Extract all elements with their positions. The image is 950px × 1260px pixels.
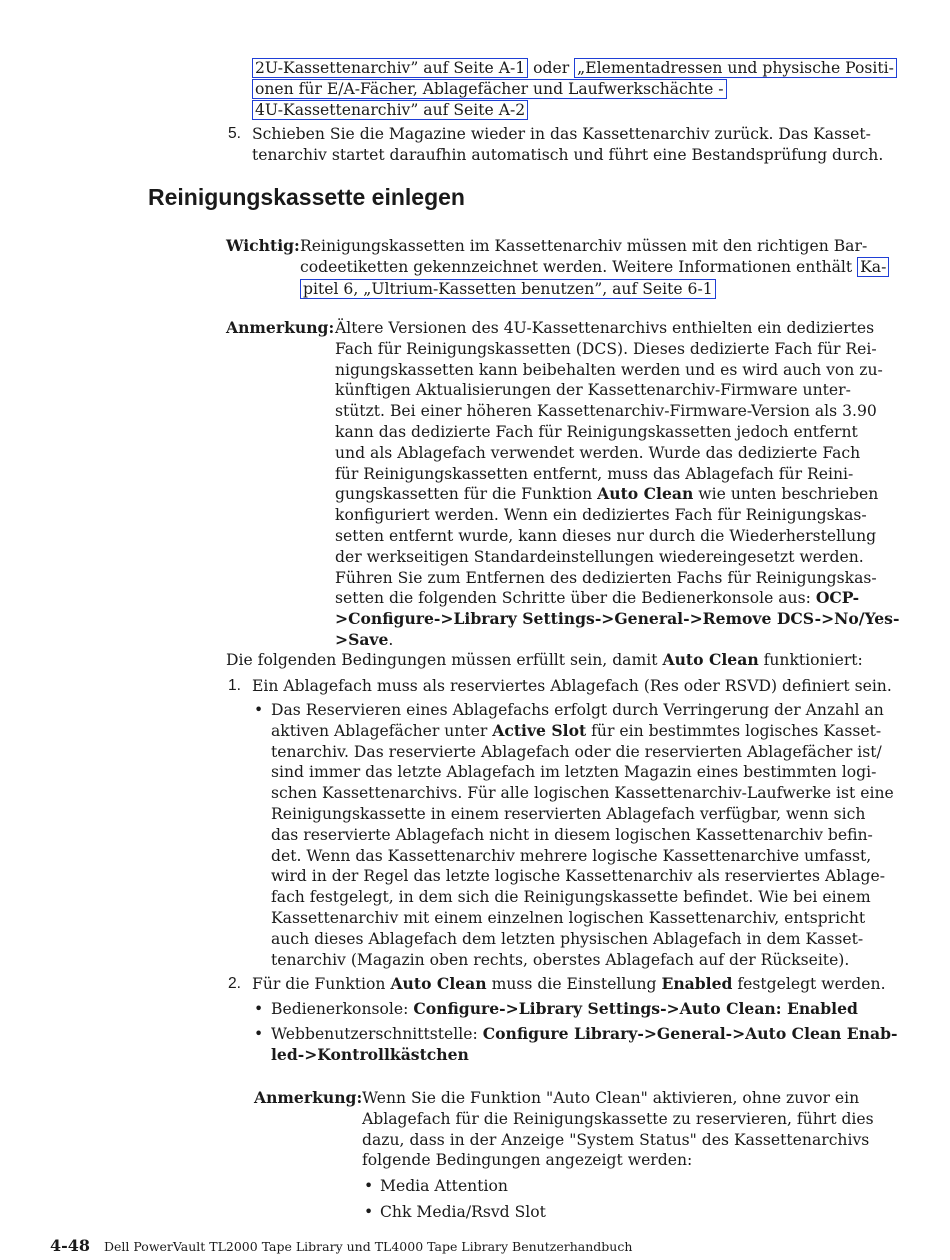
anmerkung-2-line: folgende Bedingungen angezeigt werden:: [362, 1151, 693, 1170]
anmerkung-1-line: [335, 630, 899, 651]
wichtig-text: [300, 236, 889, 299]
link-chapter-6[interactable]: Ka-: [857, 257, 889, 277]
item-2-bullet-2-marker: •: [254, 1025, 264, 1043]
link-4u-archive[interactable]: 4U-Kassettenarchiv” auf Seite A-2: [252, 100, 528, 120]
link-element-addresses[interactable]: „Elementadressen und physische Positi-: [574, 58, 897, 78]
anmerkung-1-line: und als Ablagefach verwendet werden. Wurde das dedizierte Fach: [335, 443, 861, 462]
anmerkung-2-line: Wenn Sie die Funktion "Auto Clean" aktivieren, ohne zuvor ein: [362, 1089, 860, 1107]
page-number: 4-48: [50, 1236, 91, 1255]
link-element-addresses-cont[interactable]: onen für E/A-Fächer, Ablagefächer und Laufwerkschächte -: [252, 79, 727, 99]
anmerkung-1-ocp-path-end: >Save: [335, 629, 389, 649]
conditions-post: funktioniert:: [758, 651, 863, 669]
anmerkung-2-bullet-1: Media Attention: [380, 1177, 508, 1195]
item-2-bullet-1-marker: •: [254, 1000, 264, 1018]
web-ui-path-cont: led->Kontrollkästchen: [271, 1044, 469, 1064]
anmerkung-2-text: [362, 1088, 874, 1171]
anmerkung-1-line: [335, 588, 899, 609]
operator-panel-label: Bedienerkonsole:: [271, 1000, 414, 1018]
item-1-bullet-line: Das Reservieren eines Ablagefachs erfolgt durch Verringerung der Anzahl an: [271, 701, 884, 719]
operator-panel-path: Configure->Library Settings->Auto Clean: Enabled: [413, 999, 858, 1018]
step-5-text: [252, 124, 883, 166]
wichtig-label: Wichtig:: [226, 236, 300, 255]
cross-reference-line-3: [252, 100, 528, 121]
item-2-mid: muss die Einstellung: [486, 975, 662, 993]
cross-reference-line-1: [252, 58, 897, 79]
anmerkung-1-line: stützt. Bei einer höheren Kassettenarchiv-Firmware-Version als 3.90: [335, 402, 877, 421]
conditions-intro: [226, 650, 863, 671]
anmerkung-1-line: Ältere Versionen des 4U-Kassettenarchivs enthielten ein dediziertes: [335, 319, 875, 337]
item-2-bullet-1-text: [271, 999, 858, 1020]
anmerkung-1-line: für Reinigungskassetten entfernt, muss das Ablagefach für Reini-: [335, 464, 854, 483]
item-1-bullet-line: Reinigungskassette in einem reservierten Ablagefach verfügbar, wenn sich: [271, 804, 866, 823]
anmerkung-1-line: künftigen Aktualisierungen der Kassettenarchiv-Firmware unter-: [335, 381, 851, 400]
anmerkung-1-line-9-post: wie unten beschrieben: [693, 485, 879, 504]
item-2-number: 2.: [228, 975, 242, 992]
anmerkung-2-line: Ablagefach für die Reinigungskassette zu reservieren, führt dies: [362, 1109, 874, 1128]
step-5-line-1: Schieben Sie die Magazine wieder in das Kassettenarchiv zurück. Das Kasset-: [252, 125, 871, 143]
item-1-bullet-line: det. Wenn das Kassettenarchiv mehrere logische Kassettenarchive umfasst,: [271, 846, 872, 865]
anmerkung-1-auto-clean-term: Auto Clean: [597, 484, 694, 504]
anmerkung-1-text: [335, 318, 899, 651]
wichtig-line-2: [300, 257, 889, 278]
item-1-bullet-line: das reservierte Ablagefach nicht in diesem logischen Kassettenarchiv befin-: [271, 825, 873, 844]
item-1-bullet-text: [271, 700, 894, 970]
item-1-bullet-line: fach festgelegt, in dem sich die Reinigungskassette befindet. Wie bei einem: [271, 888, 871, 907]
web-ui-label: Webbenutzerschnittstelle:: [271, 1025, 483, 1043]
anmerkung-1-line: der werkseitigen Standardeinstellungen wiedereingesetzt werden.: [335, 547, 864, 566]
anmerkung-2-bullet-2: Chk Media/Rsvd Slot: [380, 1203, 546, 1221]
web-ui-path: Configure Library->General->Auto Clean Enab-: [482, 1024, 898, 1043]
item-1-bullet-line-2-pre: aktiven Ablagefächer unter: [271, 721, 493, 740]
item-1-bullet-line: wird in der Regel das letzte logische Kassettenarchiv als reserviertes Ablage-: [271, 867, 885, 886]
item-1-bullet-line: sind immer das letzte Ablagefach im letzten Magazin eines bestimmten logi-: [271, 763, 877, 782]
anmerkung-1-ocp-path-start: OCP-: [815, 588, 860, 608]
item-1-bullet-line: tenarchiv (Magazin oben rechts, oberstes Ablagefach auf der Rückseite).: [271, 950, 850, 969]
section-heading: Reinigungskassette einlegen: [148, 184, 465, 210]
anmerkung-1-line-14-pre: setten die folgenden Schritte über die Bedienerkonsole aus:: [335, 589, 816, 608]
wichtig-line-1: Reinigungskassetten im Kassettenarchiv müssen mit den richtigen Bar-: [300, 237, 868, 255]
item-1-bullet-line: auch dieses Ablagefach dem letzten physischen Ablagefach in dem Kasset-: [271, 929, 864, 948]
link-2u-archive[interactable]: 2U-Kassettenarchiv” auf Seite A-1: [252, 58, 528, 78]
web-ui-line-1: [271, 1024, 897, 1045]
item-1-bullet-marker: •: [254, 701, 264, 719]
link-separator-text: oder: [528, 59, 575, 77]
active-slot-term: Active Slot: [492, 720, 587, 740]
item-2-bullet-2-text: [271, 1024, 897, 1066]
item-1-bullet-line: tenarchiv. Das reservierte Ablagefach oder die reservierten Ablagefächer ist/: [271, 742, 882, 761]
link-chapter-6-cont[interactable]: pitel 6, „Ultrium-Kassetten benutzen”, auf Seite 6-1: [300, 279, 716, 299]
anmerkung-1-line: [335, 609, 899, 630]
anmerkung-2-line: dazu, dass in der Anzeige "System Status" des Kassettenarchivs: [362, 1130, 870, 1149]
anmerkung-1-label: Anmerkung:: [226, 318, 335, 337]
cross-reference-line-2: [252, 79, 727, 100]
wichtig-line-3: [300, 279, 889, 300]
item-1-number: 1.: [228, 677, 242, 694]
item-1-bullet-line: schen Kassettenarchivs. Für alle logischen Kassettenarchiv-Laufwerke ist eine: [271, 784, 894, 803]
item-1-bullet-line: [271, 721, 894, 742]
conditions-auto-clean-term: Auto Clean: [662, 650, 759, 669]
item-1-bullet-line: Kassettenarchiv mit einem einzelnen logischen Kassettenarchiv, entspricht: [271, 908, 866, 927]
anmerkung-1-line: setten entfernt wurde, kann dieses nur durch die Wiederherstellung: [335, 526, 877, 545]
anmerkung-1-line: kann das dedizierte Fach für Reinigungskassetten jedoch entfernt: [335, 422, 858, 441]
item-1-text: Ein Ablagefach muss als reserviertes Ablagefach (Res oder RSVD) definiert sein.: [252, 677, 892, 695]
anmerkung-2-label: Anmerkung:: [254, 1088, 363, 1107]
anmerkung-1-line-9-pre: gungskassetten für die Funktion: [335, 485, 598, 504]
anmerkung-2-bullet-2-marker: •: [364, 1203, 374, 1221]
anmerkung-1-line: Führen Sie zum Entfernen des dedizierten Fachs für Reinigungskas-: [335, 568, 877, 587]
anmerkung-1-ocp-path-middle: >Configure->Library Settings->General->Remove DCS->No/Yes-: [335, 609, 900, 629]
step-5-number: 5.: [228, 125, 242, 142]
footer-title: Dell PowerVault TL2000 Tape Library und TL4000 Tape Library Benutzerhandbuch: [104, 1239, 633, 1254]
anmerkung-1-line: nigungskassetten kann beibehalten werden und es wird auch von zu-: [335, 360, 883, 379]
anmerkung-1-line: [335, 484, 899, 505]
item-2-enabled-term: Enabled: [661, 974, 733, 993]
item-2-auto-clean-term: Auto Clean: [390, 974, 487, 993]
item-2-text: [252, 974, 886, 995]
anmerkung-2-bullet-1-marker: •: [364, 1177, 374, 1195]
anmerkung-1-period: .: [388, 630, 394, 649]
wichtig-line-2-text: codeetiketten gekennzeichnet werden. Weitere Informationen enthält: [300, 257, 858, 276]
step-5-line-2: tenarchiv startet daraufhin automatisch und führt eine Bestandsprüfung durch.: [252, 145, 884, 164]
item-2-post: festgelegt werden.: [732, 975, 886, 993]
anmerkung-1-line: Fach für Reinigungskassetten (DCS). Dieses dedizierte Fach für Rei-: [335, 339, 877, 358]
item-2-pre: Für die Funktion: [252, 975, 391, 993]
item-1-bullet-line-2-post: für ein bestimmtes logisches Kasset-: [586, 721, 882, 740]
web-ui-line-2: [271, 1045, 897, 1066]
conditions-pre: Die folgenden Bedingungen müssen erfüllt sein, damit: [226, 651, 663, 669]
anmerkung-1-line: konfiguriert werden. Wenn ein dediziertes Fach für Reinigungskas-: [335, 506, 867, 525]
